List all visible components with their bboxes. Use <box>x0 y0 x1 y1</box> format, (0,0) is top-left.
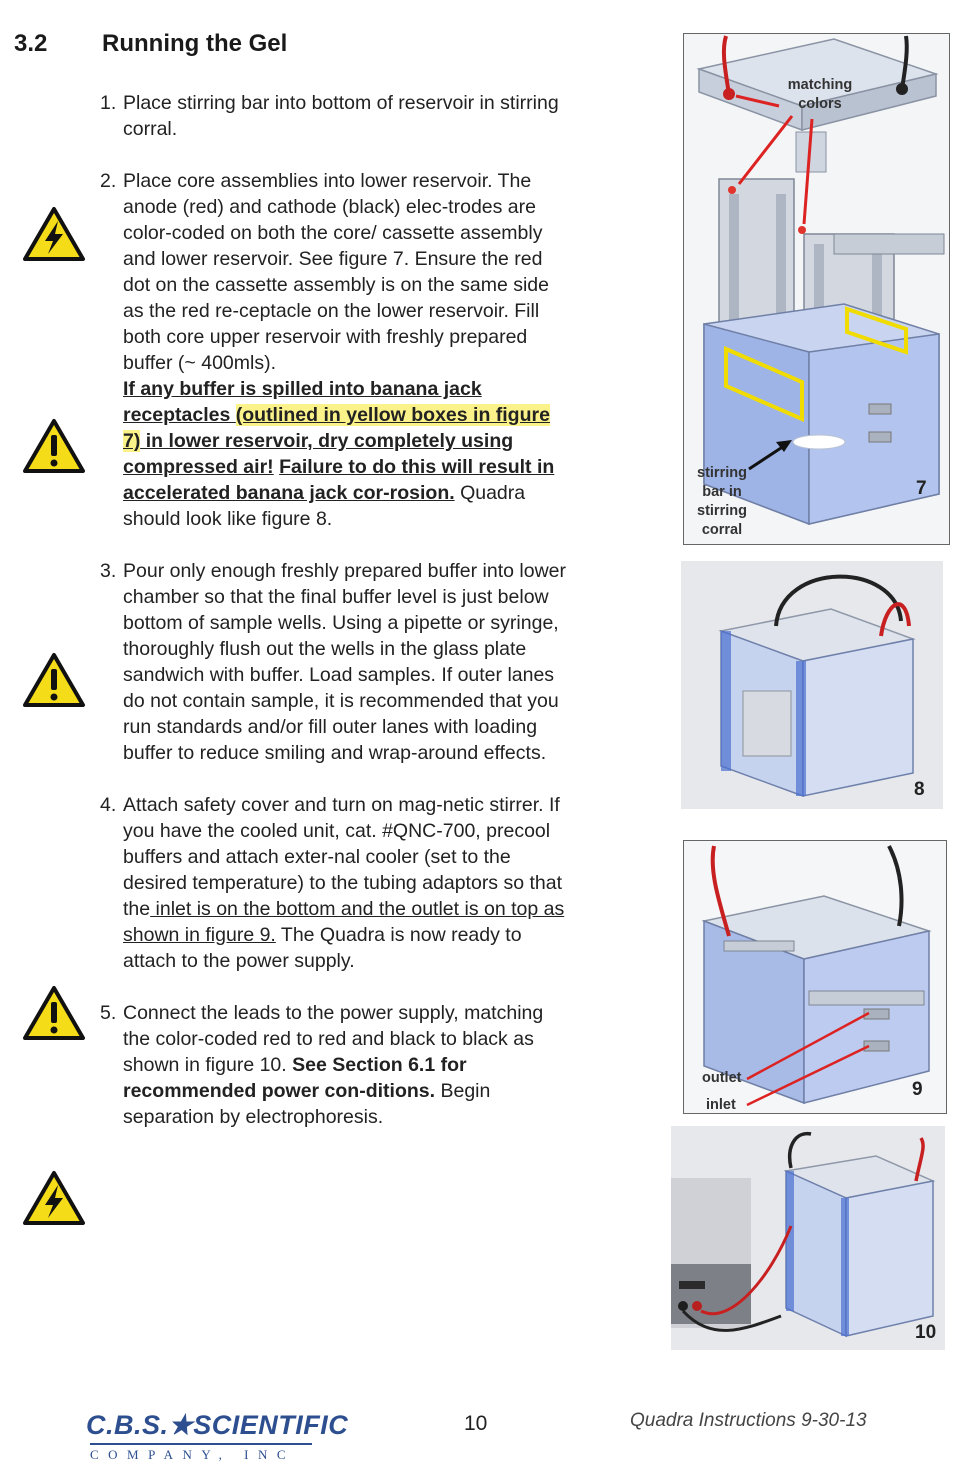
step-text: Place core assemblies into lower reservoir. The anode (red) and cathode (black) elec-trodes are color-coded on both the core/ cassette assembly and lower reservoir. See figure 7. Ensure the red dot on the cassette assembly is on the same side as the red re-ceptacle on the lower reservoir. Fill both core upper reservoir with freshly prepared buffer (~ 400mls). <box>123 170 549 374</box>
step-text: Connect the leads to the power supply, matching the color-coded red to red and black to black as shown in figure 10. <box>123 1002 544 1076</box>
assembled-unit-photo <box>681 561 943 809</box>
section-heading <box>14 30 287 58</box>
step-text-tail: Quadra should look like figure 8. <box>123 482 526 530</box>
step-5 <box>100 1000 570 1130</box>
logo-wordmark: C.B.S.★SCIENTIFIC <box>86 1410 349 1440</box>
step-text: Place stirring bar into bottom of reservoir in stirring corral. <box>123 92 559 140</box>
step-number: 2. <box>100 170 117 192</box>
caution-icon <box>22 418 86 474</box>
figure-8 <box>681 561 943 809</box>
figure-9-reference: inlet is on the bottom and the outlet is on top as shown in figure 9. <box>123 898 565 946</box>
caution-icon <box>22 652 86 708</box>
outlet-callout: outlet <box>702 1070 742 1086</box>
step-text: Pour only enough freshly prepared buffer into lower chamber so that the final buffer level is just below bottom of sample wells. Using a pipette or syringe, thoroughly flush out the wells in the glass plate sandwich with buffer. Load samples. If outer lanes do not contain sample, it is recommended that you run standards and/or fill outer lanes with loading buffer to reduce smiling and wrap-around effects. <box>123 560 566 764</box>
spill-warning-cont: in lower reservoir, dry completely using compressed air! <box>123 430 514 478</box>
electrical-hazard-icon <box>22 206 86 262</box>
document-title: Quadra Instructions 9-30-13 <box>630 1410 867 1431</box>
step-number: 5. <box>100 1002 117 1024</box>
figure-9 <box>683 840 947 1114</box>
section-number: 3.2 <box>14 30 48 57</box>
figure-number: 8 <box>914 779 925 800</box>
power-supply-connection-photo <box>671 1126 945 1350</box>
matching-colors-callout: matching colors <box>787 77 853 112</box>
highlighted-note: (outlined in yellow boxes in figure 7) <box>123 404 550 452</box>
page-number: 10 <box>464 1412 488 1435</box>
figure-number: 10 <box>915 1322 937 1343</box>
step-number: 4. <box>100 794 117 816</box>
section-title: Running the Gel <box>102 30 288 57</box>
spill-warning: If any buffer is spilled into banana jack receptacles <box>123 378 482 426</box>
step-text-tail: Begin separation by electrophoresis. <box>123 1080 491 1128</box>
figure-number: 9 <box>912 1079 923 1100</box>
step-text-tail: The Quadra is now ready to attach to the power supply. <box>123 924 522 972</box>
inlet-callout: inlet <box>706 1097 736 1113</box>
logo-subtitle: COMPANY, INC <box>90 1447 296 1462</box>
step-text: Attach safety cover and turn on mag-netic stirrer. If you have the cooled unit, cat. #QNC-700, precool buffers and attach exter-nal cooler (set to the desired temperature) to the tubing adaptors so that the <box>123 794 563 920</box>
figure-10 <box>671 1126 945 1350</box>
step-number: 3. <box>100 560 117 582</box>
instruction-steps <box>100 90 570 1156</box>
step-3 <box>100 558 570 766</box>
figure-number: 7 <box>916 478 927 499</box>
logo-rule <box>90 1443 312 1445</box>
corrosion-warning: Failure to do this will result in accelerated banana jack cor-rosion. <box>123 456 555 504</box>
stirring-bar-callout: stirring bar in stirring corral <box>697 465 747 538</box>
power-conditions-note: See Section 6.1 for recommended power con-ditions. <box>123 1054 467 1102</box>
step-4 <box>100 792 570 974</box>
electrical-hazard-icon <box>22 1170 86 1226</box>
company-logo <box>86 1410 349 1466</box>
caution-icon <box>22 985 86 1041</box>
step-1 <box>100 90 570 142</box>
step-2 <box>100 168 570 532</box>
figure-7 <box>683 33 950 545</box>
step-number: 1. <box>100 92 117 114</box>
